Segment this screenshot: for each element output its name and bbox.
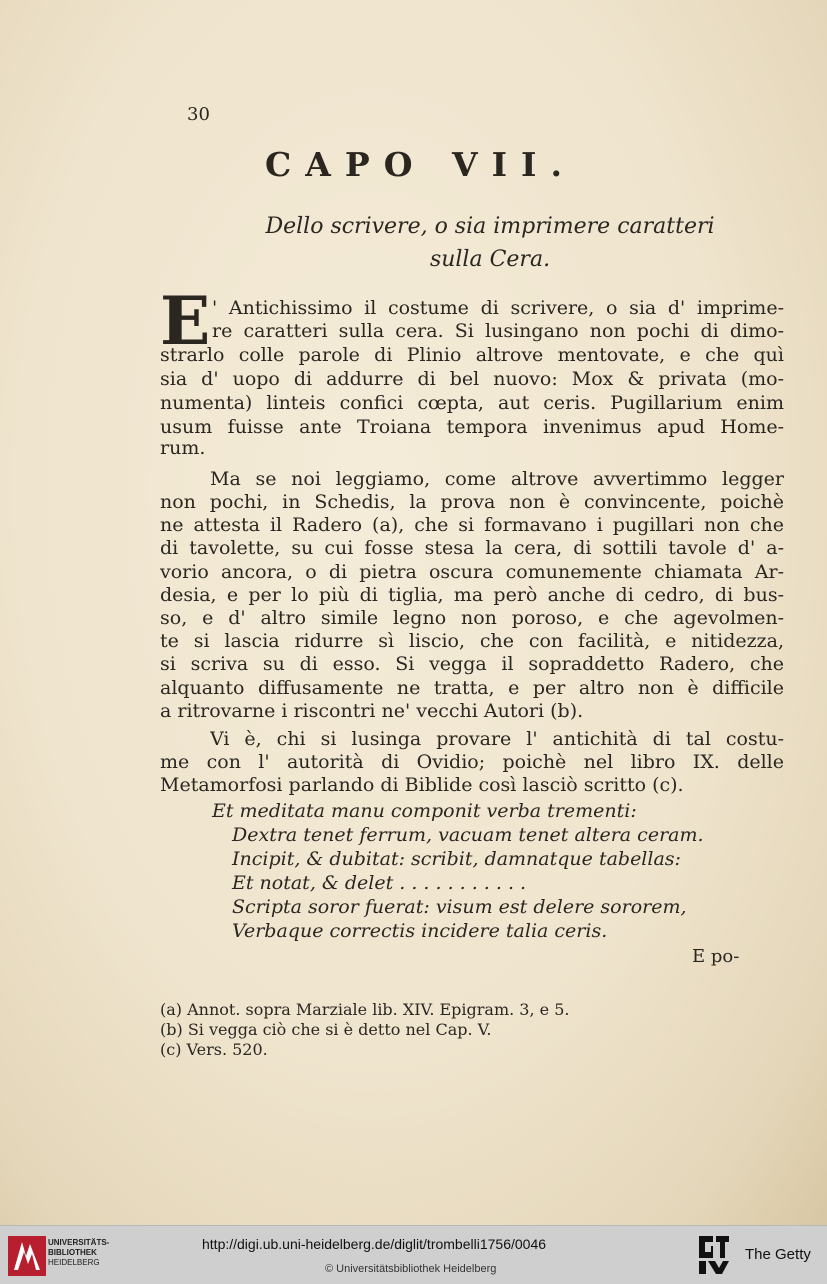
verse-line: Et notat, & delet . . . . . . . . . . . xyxy=(232,872,527,894)
page-number: 30 xyxy=(187,104,210,125)
chapter-subtitle-line: Dello scrivere, o sia imprimere caratteri xyxy=(265,214,715,239)
text-line: si scriva su di esso. Si vegga il sopraddetto Radero, che xyxy=(160,653,784,675)
getty-logo-icon[interactable] xyxy=(697,1234,731,1276)
chapter-subtitle-line: sulla Cera. xyxy=(429,247,551,272)
verse-line: Et meditata manu componit verba trementi: xyxy=(212,800,637,822)
text-line: re caratteri sulla cera. Si lusingano non pochi di dimo- xyxy=(212,320,784,342)
text-line: sia d' uopo di addurre di bel nuovo: Mox & privata (mo- xyxy=(160,368,784,390)
copyright-notice: © Universitätsbibliothek Heidelberg xyxy=(325,1263,497,1275)
footnote-b: (b) Si vegga ciò che si è detto nel Cap. V. xyxy=(160,1020,492,1039)
verse-line: Incipit, & dubitat: scribit, damnatque tabellas: xyxy=(232,848,681,870)
text-line: desia, e per lo più di tiglia, ma però anche di cedro, di bus- xyxy=(160,584,784,606)
text-line: me con l' autorità di Ovidio; poichè nel libro IX. delle xyxy=(160,751,784,773)
text-line: rum. xyxy=(160,437,206,459)
text-line: non pochi, in Schedis, la prova non è convincente, poichè xyxy=(160,491,784,513)
text-line: vorio ancora, o di pietra oscura comunemente chiamata Ar- xyxy=(160,561,784,583)
permalink-url[interactable]: http://digi.ub.uni-heidelberg.de/diglit/trombelli1756/0046 xyxy=(202,1236,547,1252)
text-line: usum fuisse ante Troiana tempora invenimus apud Home- xyxy=(160,416,784,438)
text-line: di tavolette, su cui fosse stesa la cera, di sottili tavole d' a- xyxy=(160,537,784,559)
text-line: Vi è, chi si lusinga provare l' antichità di tal costu- xyxy=(210,728,784,750)
drop-cap: E xyxy=(160,282,211,360)
catchword: E po- xyxy=(692,946,740,967)
text-line: te si lascia ridurre sì liscio, che con facilità, e nitidezza, xyxy=(160,630,784,652)
text-line: ne attesta il Radero (a), che si formavano i pugillari non che xyxy=(160,514,784,536)
text-line: Ma se noi leggiamo, come altrove avvertimmo legger xyxy=(210,468,784,490)
footnote-c: (c) Vers. 520. xyxy=(160,1040,268,1059)
university-library-name: UNIVERSITÄTS- BIBLIOTHEK HEIDELBERG xyxy=(48,1238,110,1267)
verse-line: Verbaque correctis incidere talia ceris. xyxy=(232,920,608,942)
chapter-title: CAPO VII. xyxy=(265,145,576,184)
text-line: alquanto diffusamente ne tratta, e per altro non è difficile xyxy=(160,677,784,699)
text-line: ' Antichissimo il costume di scrivere, o sia d' imprime- xyxy=(212,297,784,319)
text-line: numenta) linteis confici cœpta, aut ceris. Pugillarium enim xyxy=(160,392,784,414)
verse-line: Dextra tenet ferrum, vacuam tenet altera ceram. xyxy=(232,824,704,846)
verse-line: Scripta soror fuerat: visum est delere sororem, xyxy=(232,896,687,918)
footnote-a: (a) Annot. sopra Marziale lib. XIV. Epigram. 3, e 5. xyxy=(160,1000,570,1019)
text-line: Metamorfosi parlando di Biblide così lasciò scritto (c). xyxy=(160,774,684,796)
text-line: a ritrovarne i riscontri ne' vecchi Autori (b). xyxy=(160,700,584,722)
getty-partner-name: The Getty xyxy=(745,1246,811,1263)
university-library-logo-icon[interactable] xyxy=(8,1236,46,1276)
text-line: so, e d' altro simile legno non poroso, e che agevolmen- xyxy=(160,607,784,629)
viewer-footer-bar xyxy=(0,1225,827,1284)
text-line: strarlo colle parole di Plinio altrove mentovate, e che quì xyxy=(160,344,784,366)
